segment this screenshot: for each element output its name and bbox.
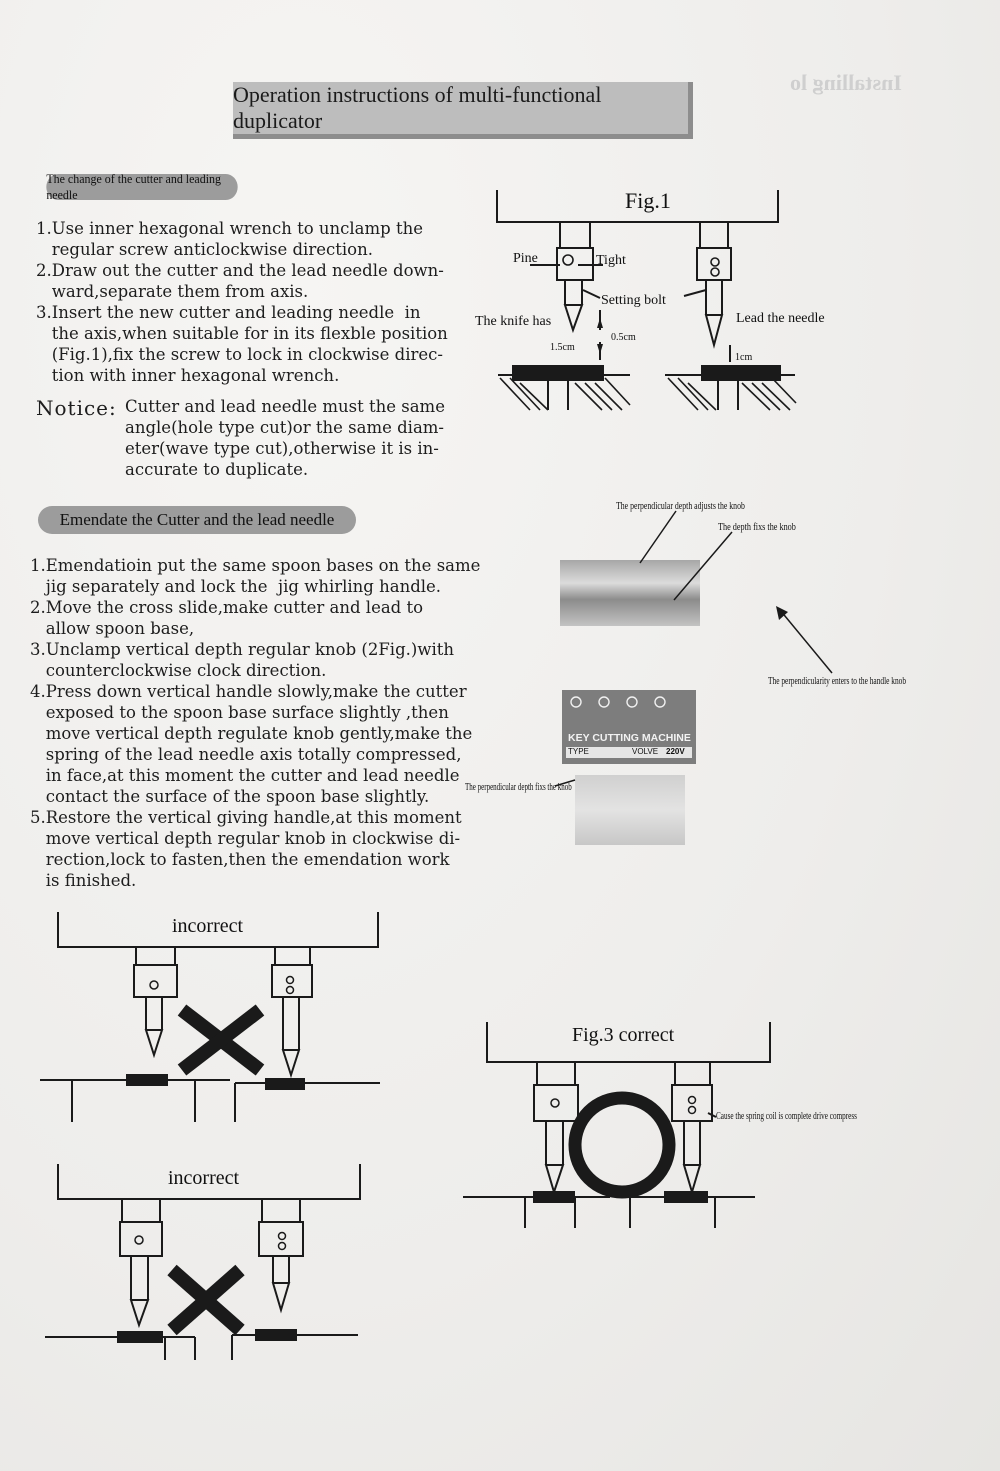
notice-label: Notice: bbox=[36, 396, 117, 420]
text-line: counterclockwise clock direction. bbox=[30, 661, 327, 680]
text-line: (Fig.1),fix the screw to lock in clockwise direc- bbox=[36, 345, 443, 364]
text-line: 5.Restore the vertical giving handle,at this moment bbox=[30, 808, 462, 827]
text-line: 3.Insert the new cutter and leading needle in bbox=[36, 303, 421, 322]
section1-heading-text: The change of the cutter and leading needle bbox=[46, 171, 221, 202]
photo-label-fixes: The depth fixs the knob bbox=[718, 522, 796, 533]
text-line: move vertical depth regular knob in clockwise di- bbox=[30, 829, 461, 848]
fig1-knife-label: The knife has bbox=[475, 314, 552, 329]
text-line: jig separately and lock the jig whirling handle. bbox=[30, 577, 442, 596]
text-line: the axis,when suitable for in its flexble position bbox=[36, 324, 448, 343]
text-line: angle(hole type cut)or the same diam- bbox=[125, 418, 445, 437]
photo-label-adjusts: The perpendicular depth adjusts the knob bbox=[616, 501, 745, 512]
text-line: 2.Draw out the cutter and the lead needle down- bbox=[36, 261, 444, 280]
text-line: Cutter and lead needle must the same bbox=[125, 397, 445, 416]
fig2a-label: incorrect bbox=[172, 915, 244, 937]
text-line: ward,separate them from axis. bbox=[36, 282, 309, 301]
nameplate-voltage: 220V bbox=[666, 747, 685, 756]
fig1-tight-label: Tight bbox=[596, 253, 626, 268]
fig1-pine-label: Pine bbox=[513, 251, 538, 266]
fig3-title: Fig.3 correct bbox=[572, 1024, 675, 1046]
fig1-dim-15: 1.5cm bbox=[550, 342, 575, 353]
text-line: tion with inner hexagonal wrench. bbox=[36, 366, 340, 385]
text-line: contact the surface of the spoon base slightly. bbox=[30, 787, 430, 806]
text-line: 1.Emendatioin put the same spoon bases on the same bbox=[30, 556, 481, 575]
text-line: spring of the lead needle axis totally compressed, bbox=[30, 745, 462, 764]
text-line: 2.Move the cross slide,make cutter and lead to bbox=[30, 598, 424, 617]
nameplate-volve: VOLVE bbox=[632, 747, 659, 756]
text-line: allow spoon base, bbox=[30, 619, 195, 638]
text-line: in face,at this moment the cutter and lead needle bbox=[30, 766, 460, 785]
fig1-dim-1: 1cm bbox=[735, 352, 753, 363]
text-line: accurate to duplicate. bbox=[125, 460, 309, 479]
fig1-setting-bolt-label: Setting bolt bbox=[601, 293, 666, 308]
fig3-correct-circle bbox=[575, 1098, 669, 1192]
fig1-lead-needle-label: Lead the needle bbox=[736, 311, 825, 326]
text-line: 4.Press down vertical handle slowly,make the cutter bbox=[30, 682, 467, 701]
fig1-dim-05: 0.5cm bbox=[611, 332, 636, 343]
text-line: 1.Use inner hexagonal wrench to unclamp the bbox=[36, 219, 423, 238]
text-line: is finished. bbox=[30, 871, 137, 890]
photo-label-fix-knob: The perpendicular depth fixs the knob bbox=[465, 782, 572, 793]
fig2b-label: incorrect bbox=[168, 1167, 240, 1189]
text-line: exposed to the spoon base surface slightly ,then bbox=[30, 703, 449, 722]
text-line: move vertical depth regulate knob gently,make the bbox=[30, 724, 473, 743]
nameplate-type: TYPE bbox=[568, 747, 589, 756]
text-line: regular screw anticlockwise direction. bbox=[36, 240, 373, 259]
page-title: Operation instructions of multi-functional duplicator bbox=[233, 82, 602, 133]
text-line: rection,lock to fasten,then the emendation work bbox=[30, 850, 450, 869]
show-through-text: Installing lo bbox=[790, 70, 902, 95]
nameplate-name: KEY CUTTING MACHINE bbox=[568, 732, 691, 744]
section2-heading-text: Emendate the Cutter and the lead needle bbox=[59, 510, 335, 529]
photo-label-enters: The perpendicularity enters to the handle knob bbox=[768, 676, 907, 687]
fig3-spring-note: Cause the spring coil is complete drive compress bbox=[716, 1111, 857, 1122]
fig1-title: Fig.1 bbox=[625, 188, 671, 213]
text-line: eter(wave type cut),otherwise it is in- bbox=[125, 439, 439, 458]
text-line: 3.Unclamp vertical depth regular knob (2Fig.)with bbox=[30, 640, 454, 659]
